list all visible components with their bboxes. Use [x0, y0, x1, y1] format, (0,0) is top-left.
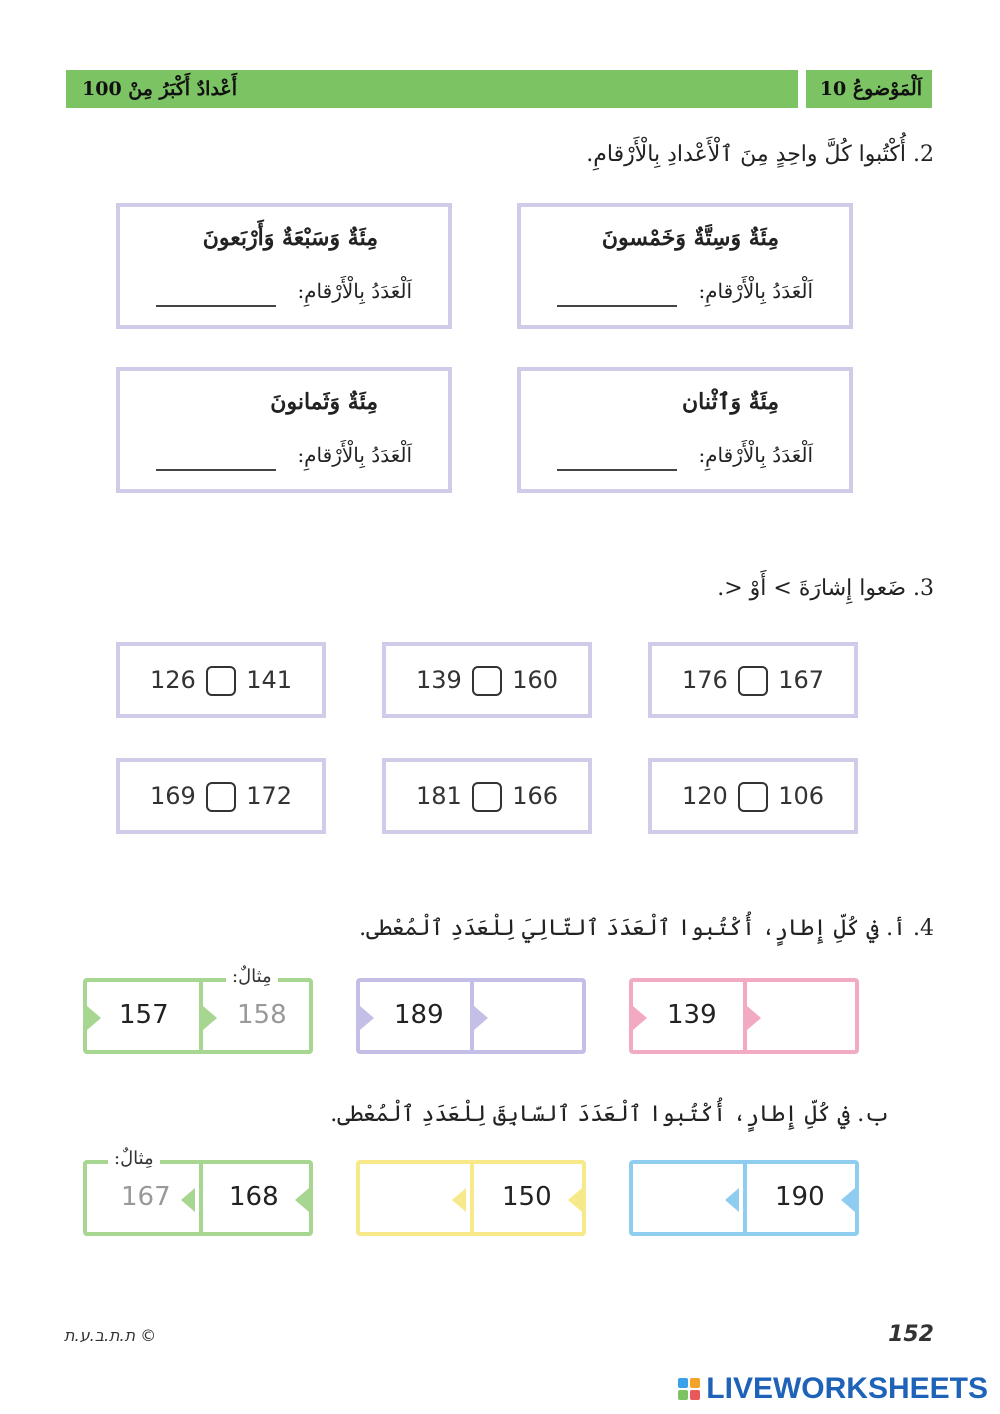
- example-label: مِثالٌ:: [226, 966, 278, 987]
- sign-input[interactable]: [206, 782, 236, 812]
- left-number: 126: [150, 666, 196, 694]
- right-number: 141: [246, 666, 292, 694]
- q3-instruction: 3. ضَعوا إِشارَةَ > أَوْ <.: [717, 576, 934, 601]
- given-number: 190: [775, 1182, 825, 1212]
- prev-number-box-2: [356, 1160, 586, 1236]
- given-number: 150: [502, 1182, 552, 1212]
- example-answer: 167: [121, 1182, 171, 1212]
- brand-logo[interactable]: [678, 1372, 988, 1406]
- example-prev-box: [83, 1160, 313, 1236]
- answer-line[interactable]: [557, 469, 677, 471]
- compare-box-3: [116, 642, 326, 718]
- arrow-icon: [568, 1188, 582, 1212]
- word-box-2: [116, 203, 452, 329]
- arrow-icon: [633, 1006, 647, 1030]
- given-number: 168: [229, 1182, 279, 1212]
- liveworksheets-icon: [678, 1378, 700, 1400]
- answer-label: اَلْعَدَدُ بِالْأَرْقامِ:: [698, 443, 813, 467]
- answer-line[interactable]: [156, 305, 276, 307]
- arrow-icon: [360, 1006, 374, 1030]
- left-number: 181: [416, 782, 462, 810]
- compare-box-2: [382, 642, 592, 718]
- right-number: 167: [778, 666, 824, 694]
- left-number: 176: [682, 666, 728, 694]
- word-box-4: [116, 367, 452, 493]
- answer-label: اَلْعَدَدُ بِالْأَرْقامِ:: [297, 279, 412, 303]
- q4a-instruction: 4. أ. في كُلِّ إِطارٍ، أُكْتُبوا ٱلْعَدَدَ ٱلتّالِيَ لِلْعَدَدِ ٱلْمُعْطى.: [359, 916, 934, 941]
- right-number: 106: [778, 782, 824, 810]
- answer-field[interactable]: [374, 1182, 444, 1214]
- arrow-icon: [295, 1188, 309, 1212]
- answer-label: اَلْعَدَدُ بِالْأَرْقامِ:: [297, 443, 412, 467]
- topic-number: اَلْمَوْضوعُ 10: [819, 78, 922, 100]
- prev-number-box-1: [629, 1160, 859, 1236]
- arrow-icon: [87, 1006, 101, 1030]
- number-words: مِئَةٌ وَٱثْنان: [681, 389, 779, 415]
- number-words: مِئَةٌ وَسِتَّةٌ وَخَمْسونَ: [601, 225, 779, 251]
- sign-input[interactable]: [738, 782, 768, 812]
- brand-name: LIVEWORKSHEETS: [706, 1372, 988, 1405]
- answer-field[interactable]: [647, 1182, 717, 1214]
- right-number: 172: [246, 782, 292, 810]
- example-next-box: [83, 978, 313, 1054]
- example-label: مِثالٌ:: [108, 1148, 160, 1169]
- arrow-icon: [452, 1188, 466, 1212]
- compare-box-1: [648, 642, 858, 718]
- page-title: أَعْدادٌ أَكْبَرُ مِنْ 100: [82, 78, 238, 100]
- compare-box-6: [116, 758, 326, 834]
- sign-input[interactable]: [738, 666, 768, 696]
- word-box-3: [517, 367, 853, 493]
- arrow-icon: [203, 1006, 217, 1030]
- arrow-icon: [474, 1006, 488, 1030]
- next-number-box-2: [356, 978, 586, 1054]
- answer-line[interactable]: [156, 469, 276, 471]
- left-number: 169: [150, 782, 196, 810]
- copyright: ת.ת.ב.ע.ת ©: [64, 1326, 157, 1345]
- answer-label: اَلْعَدَدُ بِالْأَرْقامِ:: [698, 279, 813, 303]
- number-words: مِئَةٌ وَسَبْعَةٌ وَأَرْبَعونَ: [202, 225, 378, 251]
- left-number: 139: [416, 666, 462, 694]
- next-number-box-1: [629, 978, 859, 1054]
- left-number: 120: [682, 782, 728, 810]
- word-box-1: [517, 203, 853, 329]
- title-header: [66, 70, 798, 108]
- arrow-icon: [725, 1188, 739, 1212]
- compare-box-4: [648, 758, 858, 834]
- compare-box-5: [382, 758, 592, 834]
- example-answer: 158: [237, 1000, 287, 1030]
- answer-line[interactable]: [557, 305, 677, 307]
- right-number: 160: [512, 666, 558, 694]
- given-number: 157: [119, 1000, 169, 1030]
- arrow-icon: [747, 1006, 761, 1030]
- given-number: 189: [394, 1000, 444, 1030]
- answer-field[interactable]: [779, 1000, 849, 1032]
- arrow-icon: [841, 1188, 855, 1212]
- arrow-icon: [181, 1188, 195, 1212]
- number-words: مِئَةٌ وَثَمانونَ: [270, 389, 378, 415]
- sign-input[interactable]: [472, 782, 502, 812]
- page-number: 152: [888, 1322, 934, 1347]
- q4b-instruction: ب. في كُلِّ إِطارٍ، أُكْتُبوا ٱلْعَدَدَ ٱلسّابِقَ لِلْعَدَدِ ٱلْمُعْطى.: [330, 1102, 890, 1127]
- sign-input[interactable]: [472, 666, 502, 696]
- q2-instruction: 2. أُكْتُبوا كُلَّ واحِدٍ مِنَ ٱلْأَعْدادِ بِالْأَرْقامِ.: [586, 142, 934, 167]
- right-number: 166: [512, 782, 558, 810]
- answer-field[interactable]: [506, 1000, 576, 1032]
- sign-input[interactable]: [206, 666, 236, 696]
- topic-header: [806, 70, 932, 108]
- given-number: 139: [667, 1000, 717, 1030]
